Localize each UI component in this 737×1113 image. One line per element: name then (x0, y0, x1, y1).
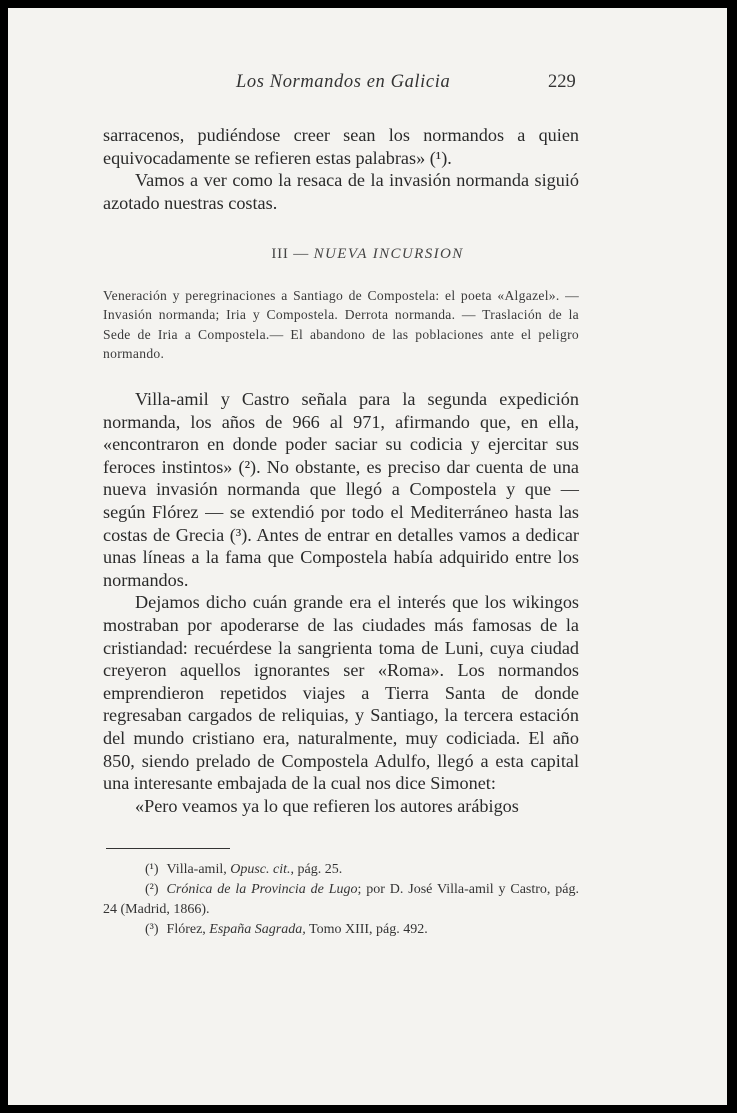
footnote-title: España Sagrada, (209, 922, 306, 937)
paragraph: Villa-amil y Castro señala para la segunda expedición normanda, los años de 966 al 971, afirmando que, en ella, «encontraron en donde poder saciar su codicia y ejercitar sus feroces instintos» (²). No obstante, es preciso dar cuenta de una nueva invasión normanda que llegó a Compostela y que — según Flórez — se extendió por todo el Mediterráneo hasta las costas de Grecia (³). Antes de entrar en detalles vamos a dedicar unas líneas a la fama que Compostela había adquirido entre los normandos. (103, 389, 579, 590)
section-heading (8, 246, 727, 263)
footnote-mark: (¹) (145, 862, 159, 877)
paragraph: Vamos a ver como la resaca de la invasión normanda siguió azotado nuestras costas. (103, 170, 579, 213)
book-page (8, 8, 727, 1105)
footnote-text: Villa-amil, (166, 862, 231, 877)
footnote-text: Tomo XIII, pág. 492. (305, 922, 428, 937)
paragraph: «Pero veamos ya lo que refieren los autores arábigos (135, 795, 519, 816)
footnote-mark: (³) (145, 922, 159, 937)
section-summary: Veneración y peregrinaciones a Santiago de Compostela: el poeta «Algazel». — Invasión normanda; Iria y Compostela. Derrota normanda. — Traslación de la Sede de Iria a Compostela.— El abandono de las poblaciones ante el peligro normando. (103, 288, 579, 361)
running-title: Los Normandos en Galicia (236, 72, 451, 92)
footnote-text: ; por D. José Villa-amil y Castro, pág. 24 (Madrid, 1866). (103, 882, 580, 917)
footnotes (103, 860, 579, 940)
page-number: 229 (548, 72, 576, 92)
footnote-divider (106, 848, 230, 849)
section-number: III — (271, 246, 310, 262)
footnote-text: Flórez, (166, 922, 210, 937)
section-title: NUEVA INCURSION (313, 246, 464, 262)
intro-text (103, 124, 579, 214)
footnote (103, 880, 579, 920)
footnote-title: Opusc. cit. (230, 862, 291, 877)
footnote-mark: (²) (145, 882, 159, 897)
footnote (103, 920, 579, 940)
paragraph: sarracenos, pudiéndose creer sean los normandos a quien equivocadamente se refieren estas palabras» (¹). (103, 125, 579, 168)
footnote (103, 860, 579, 880)
running-head (8, 72, 727, 102)
main-text (103, 388, 579, 817)
paragraph: Dejamos dicho cuán grande era el interés que los wikingos mostraban por apoderarse de las ciudades más famosas de la cristiandad: recuérdese la sangrienta toma de Luni, cuya ciudad creyeron aquellos ignorantes ser «Roma». Los normandos emprendieron repetidos viajes a Tierra Santa de donde regresaban cargados de reliquias, y Santiago, la tercera estación del mundo cristiano era, naturalmente, muy codiciada. El año 850, siendo prelado de Compostela Adulfo, llegó a esta capital una interesante embajada de la cual nos dice Simonet: (103, 592, 579, 794)
footnote-text: , pág. 25. (290, 862, 343, 877)
footnote-title: Crónica de la Provincia de Lugo (166, 882, 358, 897)
